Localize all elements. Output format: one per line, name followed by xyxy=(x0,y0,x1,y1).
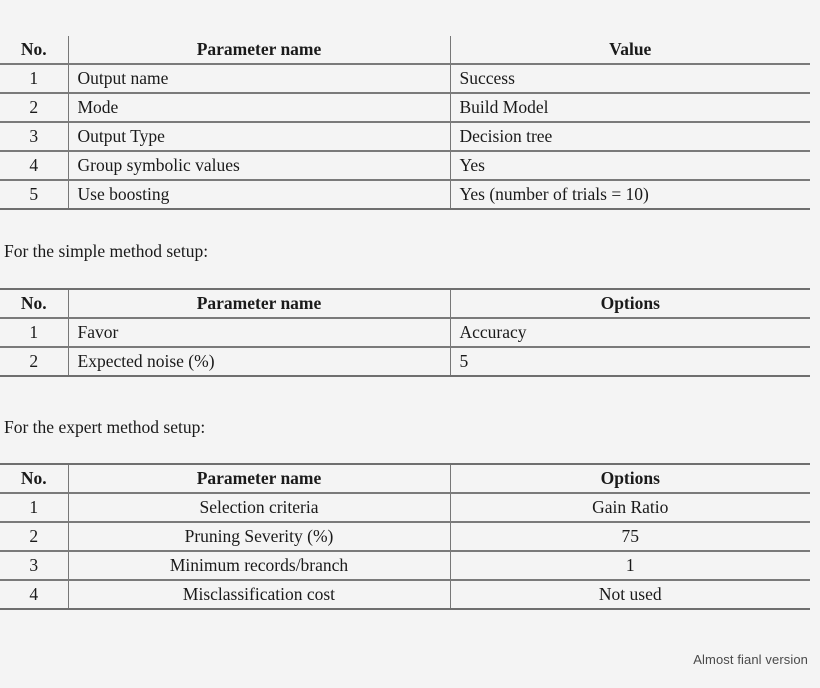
simple-method-intro-text: For the simple method setup: xyxy=(4,241,209,261)
column-header-no: No. xyxy=(0,464,68,493)
cell-no: 2 xyxy=(0,522,68,551)
cell-no: 4 xyxy=(0,151,68,180)
parameters-table-general xyxy=(0,36,810,210)
cell-options: Accuracy xyxy=(450,318,810,347)
table-row xyxy=(0,522,810,551)
cell-no: 2 xyxy=(0,347,68,376)
cell-options: 1 xyxy=(450,551,810,580)
column-header-no: No. xyxy=(0,289,68,318)
cell-value: Build Model xyxy=(450,93,810,122)
cell-no: 2 xyxy=(0,93,68,122)
table-header xyxy=(0,289,810,318)
column-header-name: Parameter name xyxy=(68,464,450,493)
cell-no: 3 xyxy=(0,122,68,151)
cell-name: Selection criteria xyxy=(68,493,450,522)
cell-no: 1 xyxy=(0,318,68,347)
cell-options: 75 xyxy=(450,522,810,551)
cell-name: Expected noise (%) xyxy=(68,347,450,376)
table-row xyxy=(0,93,810,122)
column-header-name: Parameter name xyxy=(68,289,450,318)
cell-no: 1 xyxy=(0,64,68,93)
cell-name: Group symbolic values xyxy=(68,151,450,180)
table-row xyxy=(0,318,810,347)
table-body xyxy=(0,493,810,609)
table-header-row xyxy=(0,464,810,493)
cell-options: Not used xyxy=(450,580,810,609)
table-row xyxy=(0,580,810,609)
table-row xyxy=(0,551,810,580)
table-header xyxy=(0,464,810,493)
table-header-row xyxy=(0,289,810,318)
cell-no: 5 xyxy=(0,180,68,209)
cell-value: Decision tree xyxy=(450,122,810,151)
column-header-name: Parameter name xyxy=(68,36,450,64)
table-row xyxy=(0,64,810,93)
cell-value: Success xyxy=(450,64,810,93)
cell-name: Misclassification cost xyxy=(68,580,450,609)
table-body xyxy=(0,318,810,376)
footer-version-note: Almost fianl version xyxy=(693,652,808,667)
cell-name: Output name xyxy=(68,64,450,93)
table-row xyxy=(0,122,810,151)
cell-name: Favor xyxy=(68,318,450,347)
cell-value: Yes xyxy=(450,151,810,180)
cell-no: 3 xyxy=(0,551,68,580)
cell-name: Pruning Severity (%) xyxy=(68,522,450,551)
column-header-options: Options xyxy=(450,464,810,493)
cell-name: Mode xyxy=(68,93,450,122)
column-header-value: Value xyxy=(450,36,810,64)
cell-value: Yes (number of trials = 10) xyxy=(450,180,810,209)
cell-name: Use boosting xyxy=(68,180,450,209)
cell-options: 5 xyxy=(450,347,810,376)
cell-no: 1 xyxy=(0,493,68,522)
parameters-table-simple-method xyxy=(0,288,810,377)
parameters-table-expert-method xyxy=(0,463,810,610)
table-row xyxy=(0,151,810,180)
table-row xyxy=(0,347,810,376)
table-row xyxy=(0,493,810,522)
column-header-options: Options xyxy=(450,289,810,318)
expert-method-intro-text: For the expert method setup: xyxy=(4,417,206,437)
table-body xyxy=(0,64,810,209)
table-header xyxy=(0,36,810,64)
column-header-no: No. xyxy=(0,36,68,64)
cell-name: Output Type xyxy=(68,122,450,151)
cell-no: 4 xyxy=(0,580,68,609)
table-header-row xyxy=(0,36,810,64)
cell-name: Minimum records/branch xyxy=(68,551,450,580)
table-row xyxy=(0,180,810,209)
cell-options: Gain Ratio xyxy=(450,493,810,522)
